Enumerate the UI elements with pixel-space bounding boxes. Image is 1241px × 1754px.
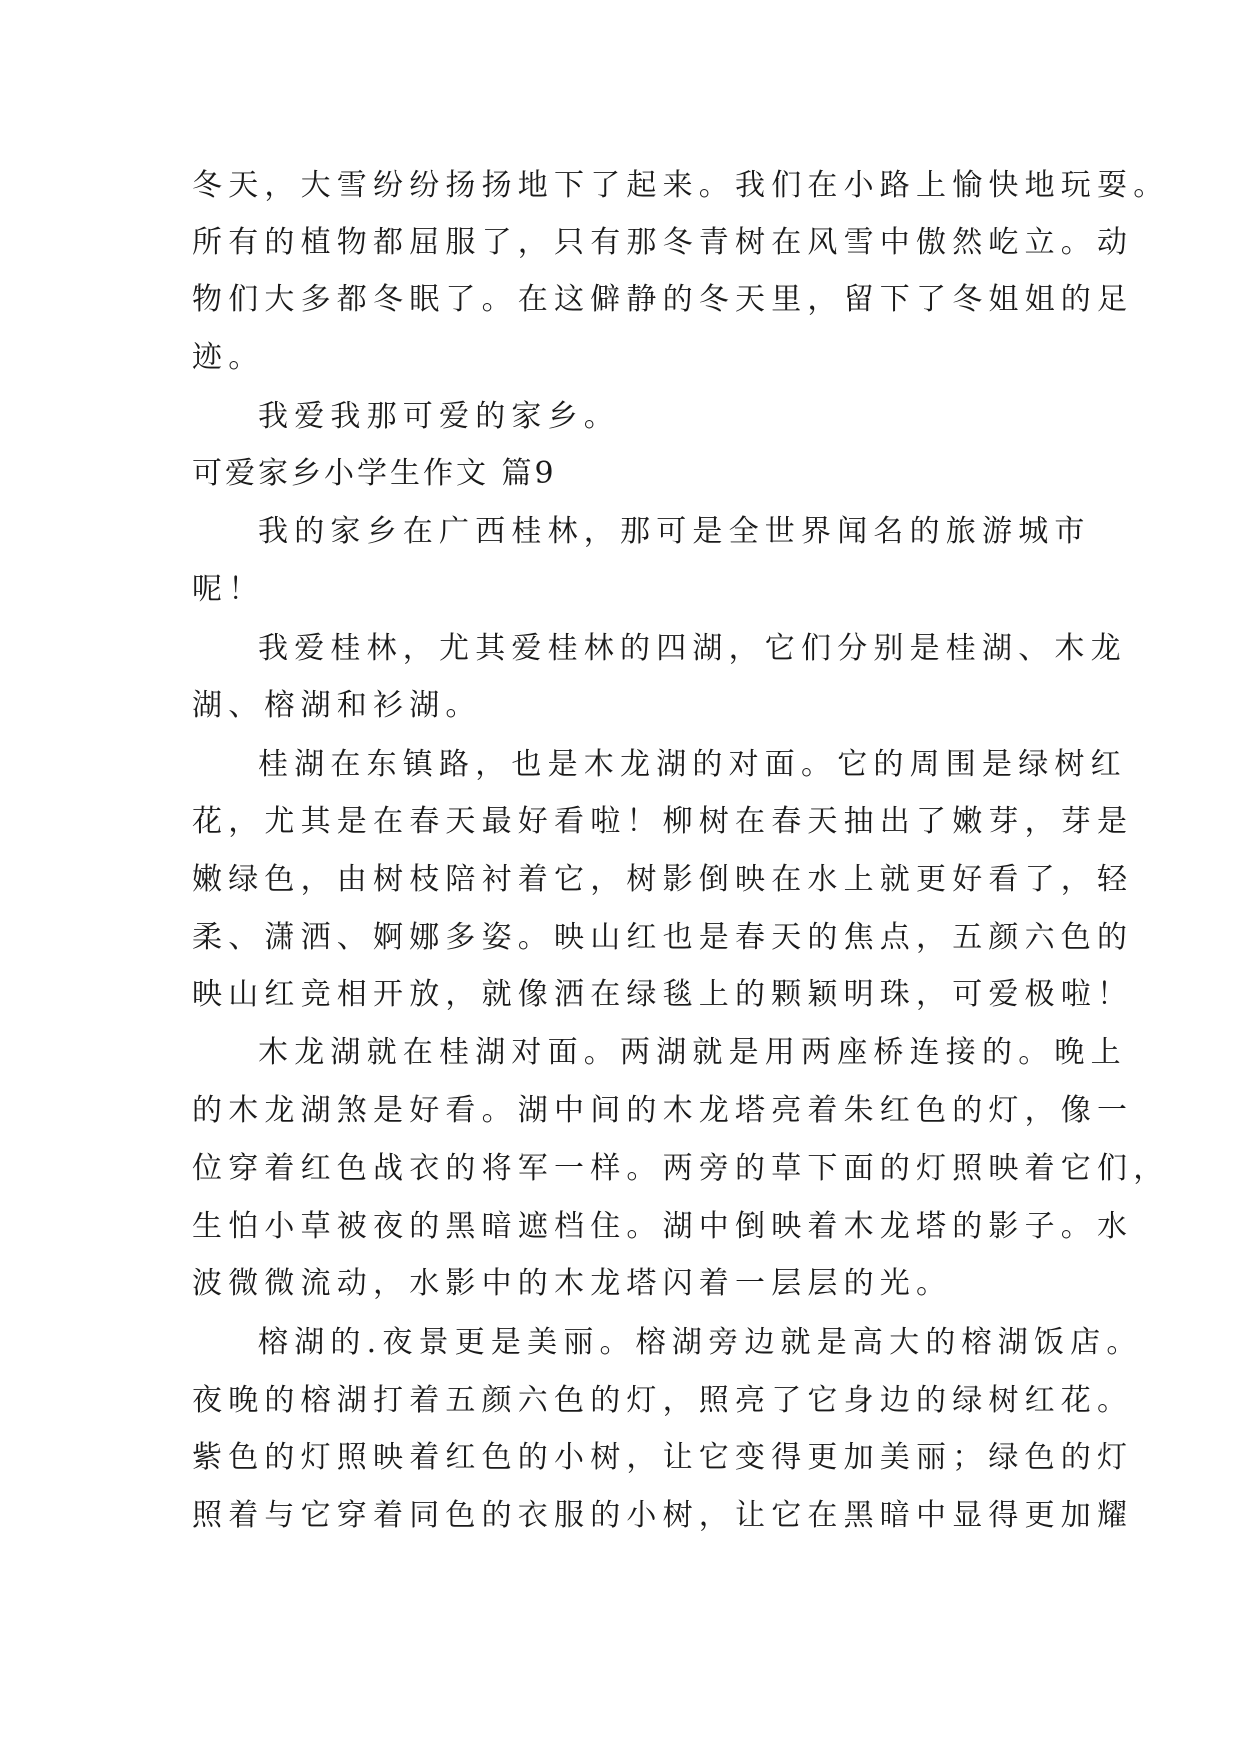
paragraph-line: 我的家乡在广西桂林，那可是全世界闻名的旅游城市	[258, 514, 1091, 549]
paragraph-line: 木龙湖就在桂湖对面。两湖就是用两座桥连接的。晚上	[258, 1035, 1127, 1070]
paragraph-line: 映山红竞相开放，就像洒在绿毯上的颗颖明珠，可爱极啦！	[192, 977, 1134, 1012]
paragraph-line: 所有的植物都屈服了，只有那冬青树在风雪中傲然屹立。动	[192, 225, 1134, 260]
paragraph-line: 我爱桂林，尤其爱桂林的四湖，它们分别是桂湖、木龙	[258, 631, 1127, 666]
paragraph-line: 桂湖在东镇路，也是木龙湖的对面。它的周围是绿树红	[258, 747, 1127, 782]
paragraph-line: 照着与它穿着同色的衣服的小树，让它在黑暗中显得更加耀	[192, 1498, 1134, 1533]
paragraph-line: 花，尤其是在春天最好看啦！柳树在春天抽出了嫩芽，芽是	[192, 804, 1134, 839]
paragraph-line: 呢！	[192, 572, 265, 607]
paragraph-line: 柔、潇洒、婀娜多姿。映山红也是春天的焦点，五颜六色的	[192, 920, 1134, 955]
paragraph-line: 榕湖的.夜景更是美丽。榕湖旁边就是高大的榕湖饭店。	[258, 1325, 1143, 1360]
paragraph-line: 嫩绿色，由树枝陪衬着它，树影倒映在水上就更好看了，轻	[192, 862, 1134, 897]
paragraph-line: 冬天，大雪纷纷扬扬地下了起来。我们在小路上愉快地玩耍。	[192, 168, 1170, 203]
paragraph-line: 生怕小草被夜的黑暗遮档住。湖中倒映着木龙塔的影子。水	[192, 1209, 1134, 1244]
paragraph-line: 湖、榕湖和衫湖。	[192, 688, 482, 723]
paragraph-line: 迹。	[192, 340, 265, 375]
paragraph-line: 的木龙湖煞是好看。湖中间的木龙塔亮着朱红色的灯，像一	[192, 1093, 1134, 1128]
paragraph-line: 紫色的灯照映着红色的小树，让它变得更加美丽；绿色的灯	[192, 1440, 1134, 1475]
paragraph-line: 我爱我那可爱的家乡。	[258, 399, 620, 434]
paragraph-line: 物们大多都冬眠了。在这僻静的冬天里，留下了冬姐姐的足	[192, 282, 1134, 317]
paragraph-line: 夜晚的榕湖打着五颜六色的灯，照亮了它身边的绿树红花。	[192, 1383, 1134, 1418]
section-heading: 可爱家乡小学生作文 篇9	[192, 456, 557, 491]
paragraph-line: 位穿着红色战衣的将军一样。两旁的草下面的灯照映着它们，	[192, 1151, 1170, 1186]
paragraph-line: 波微微流动，水影中的木龙塔闪着一层层的光。	[192, 1266, 953, 1301]
